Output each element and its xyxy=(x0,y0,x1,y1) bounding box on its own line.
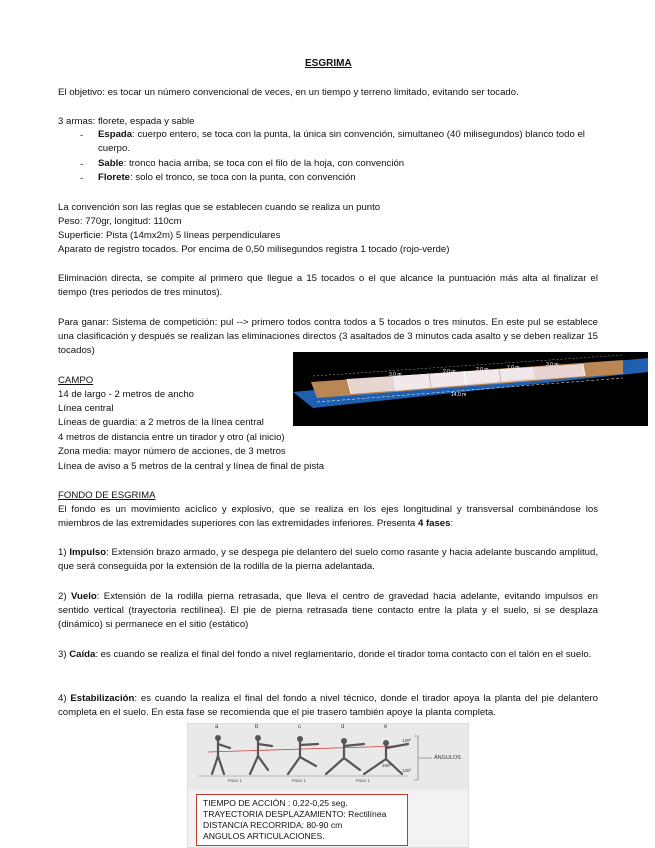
angle-value: 120º xyxy=(402,738,412,743)
phase-desc: : Extensión de la rodilla pierna retrasada, que lleva el centro de gravedad hacia adelante, evitando impulsos en sentido vertical (trayectoria rectilínea). El pie de pierna retrasada tiene contacto entre la plata y el suelo, si se desplaza (dinámico) si permanece en el sitio (estático) xyxy=(58,591,598,630)
lunge-figure xyxy=(187,723,469,848)
piste-label: 3.0 m xyxy=(389,372,402,378)
phase-caida xyxy=(58,648,598,662)
weapon-item-sable xyxy=(98,157,598,171)
convention-text: La convención son las reglas que se establecen cuando se realiza un punto xyxy=(58,202,381,213)
campo-line: 14 de largo - 2 metros de ancho xyxy=(58,389,194,400)
phase-estabilizacion xyxy=(58,692,598,720)
phase-num: 1) xyxy=(58,547,70,558)
weapon-item-espada xyxy=(98,128,598,156)
page-title: ESGRIMA xyxy=(305,58,352,69)
phase-desc: : es cuando la realiza el final del fondo a nivel técnico, donde el tirador apoya la planta del pie delantero completa en el suelo. En esta fase se recomienda que el pie trasero también apoye la planta completa. xyxy=(58,693,599,718)
bullet-dash: - xyxy=(80,173,84,184)
info-line: TIEMPO DE ACCIÓN : 0,22-0,25 seg. xyxy=(203,798,348,808)
frame-label: a xyxy=(215,724,219,730)
phase-name: Vuelo xyxy=(70,591,97,602)
angles-label: ÁNGULOS xyxy=(434,755,461,761)
phase-desc: : es cuando se realiza el final del fondo a nivel reglamentario, donde el tirador toma contacto con el talón en el suelo. xyxy=(95,649,592,660)
frame-label: c xyxy=(298,724,301,730)
weapon-desc: : cuerpo entero, se toca con la punta, la única sin convención, simultaneo (40 milisegundos) blanco todo el cuerpo. xyxy=(98,129,585,154)
info-line: ANGULOS ARTICULACIONES. xyxy=(203,831,325,841)
frame-label: d xyxy=(341,724,345,730)
angle-value: 160º xyxy=(382,763,392,768)
phase-label: Paso 1 xyxy=(356,778,371,783)
phase-num: 2) xyxy=(58,591,71,602)
campo-line: Zona media: mayor número de acciones, de 3 metros xyxy=(58,446,286,457)
win-text: Para ganar: Sistema de competición: pul --> primero todos contra todos a 5 tocados o tres minutos. En este pul se establece una clasificación y después se realizan las eliminaciones directos (3 asaltados de 3 minutos cada asalto y se deben realizar 15 tocados) xyxy=(58,317,598,356)
bullet-dash: - xyxy=(80,159,84,170)
weapon-item-florete xyxy=(98,171,598,185)
info-line: TRAYECTORIA DESPLAZAMIENTO: Rectilínea xyxy=(203,809,387,819)
piste-label: 2.0 m xyxy=(443,369,456,375)
phase-name: Impulso xyxy=(69,547,107,558)
phase-num: 4) xyxy=(58,693,71,704)
fondo-intro-end: : xyxy=(450,518,454,529)
fondo-heading: FONDO DE ESGRIMA xyxy=(58,490,156,501)
phase-impulso xyxy=(58,546,598,574)
piste-label: 14.0 m xyxy=(451,392,467,398)
phase-vuelo xyxy=(58,590,598,632)
elimination-text: Eliminación directa, se compite al primero que llegue a 15 tocados o el que alcance la puntuación más alta al finalizar el tiempo (tres periodos de tres minutos). xyxy=(58,273,598,298)
weapon-desc: : solo el tronco, se toca con la punta, con convención xyxy=(130,172,356,183)
piste-label: 2.0 m xyxy=(476,367,489,373)
weight-text: Peso: 770gr, longitud: 110cm xyxy=(58,216,182,227)
phase-num: 3) xyxy=(58,649,70,660)
campo-line: Línea central xyxy=(58,403,114,414)
frame-label: e xyxy=(384,724,388,730)
lunge-info-box xyxy=(196,794,408,846)
angle-value: 120º xyxy=(402,768,412,773)
fondo-intro xyxy=(58,503,598,531)
piste-label: 2.0 m xyxy=(507,365,520,371)
surface-text: Superficie: Pista (14mx2m) 5 líneas perpendiculares xyxy=(58,230,281,241)
weapon-name: Florete xyxy=(98,172,130,183)
phase-desc: : Extensión brazo armado, y se despega pie delantero del suelo como rasante y hacia adelante buscando amplitud, que será conseguida por la extensión de la rodilla de la pierna adelantada. xyxy=(58,547,599,572)
fondo-intro-text: El fondo es un movimiento acíclico y explosivo, que se realiza en los ejes longitudinal y transversal combinándose los miembros de las extremidades superiores con las extremidades inferiores. Presenta xyxy=(58,504,598,529)
phase-name: Caída xyxy=(69,649,96,660)
weapon-desc: : tronco hacia arriba, se toca con el filo de la hoja, con convención xyxy=(123,158,405,169)
phase-label: Paso 1 xyxy=(292,778,307,783)
objective-text: El objetivo: es tocar un número convencional de veces, en un tiempo y terreno limitado, evitando ser tocado. xyxy=(58,87,519,98)
weapons-intro: 3 armas: florete, espada y sable xyxy=(58,116,195,127)
piste-label: 3.0 m xyxy=(546,362,559,368)
weapon-name: Sable xyxy=(98,158,124,169)
campo-line: 4 metros de distancia entre un tirador y otro (al inicio) xyxy=(58,432,285,443)
campo-heading: CAMPO xyxy=(58,375,94,386)
piste-drawing xyxy=(293,352,648,426)
weapon-name: Espada xyxy=(98,129,133,140)
frame-label: b xyxy=(255,724,259,730)
piste-diagram xyxy=(293,352,648,426)
phase-label: Paso 1 xyxy=(228,778,243,783)
bullet-dash: - xyxy=(80,130,84,141)
fondo-intro-bold: 4 fases xyxy=(417,518,451,529)
phase-name: Estabilización xyxy=(70,693,135,704)
campo-line: Línea de aviso a 5 metros de la central y línea de final de pista xyxy=(58,461,325,472)
scoring-device-text: Aparato de registro tocados. Por encima de 0,50 milisegundos registra 1 tocado (rojo-verde) xyxy=(58,244,450,255)
campo-line: Líneas de guardia: a 2 metros de la línea central xyxy=(58,417,264,428)
info-line: DISTANCIA RECORRIDA: 80-90 cm xyxy=(203,820,343,830)
